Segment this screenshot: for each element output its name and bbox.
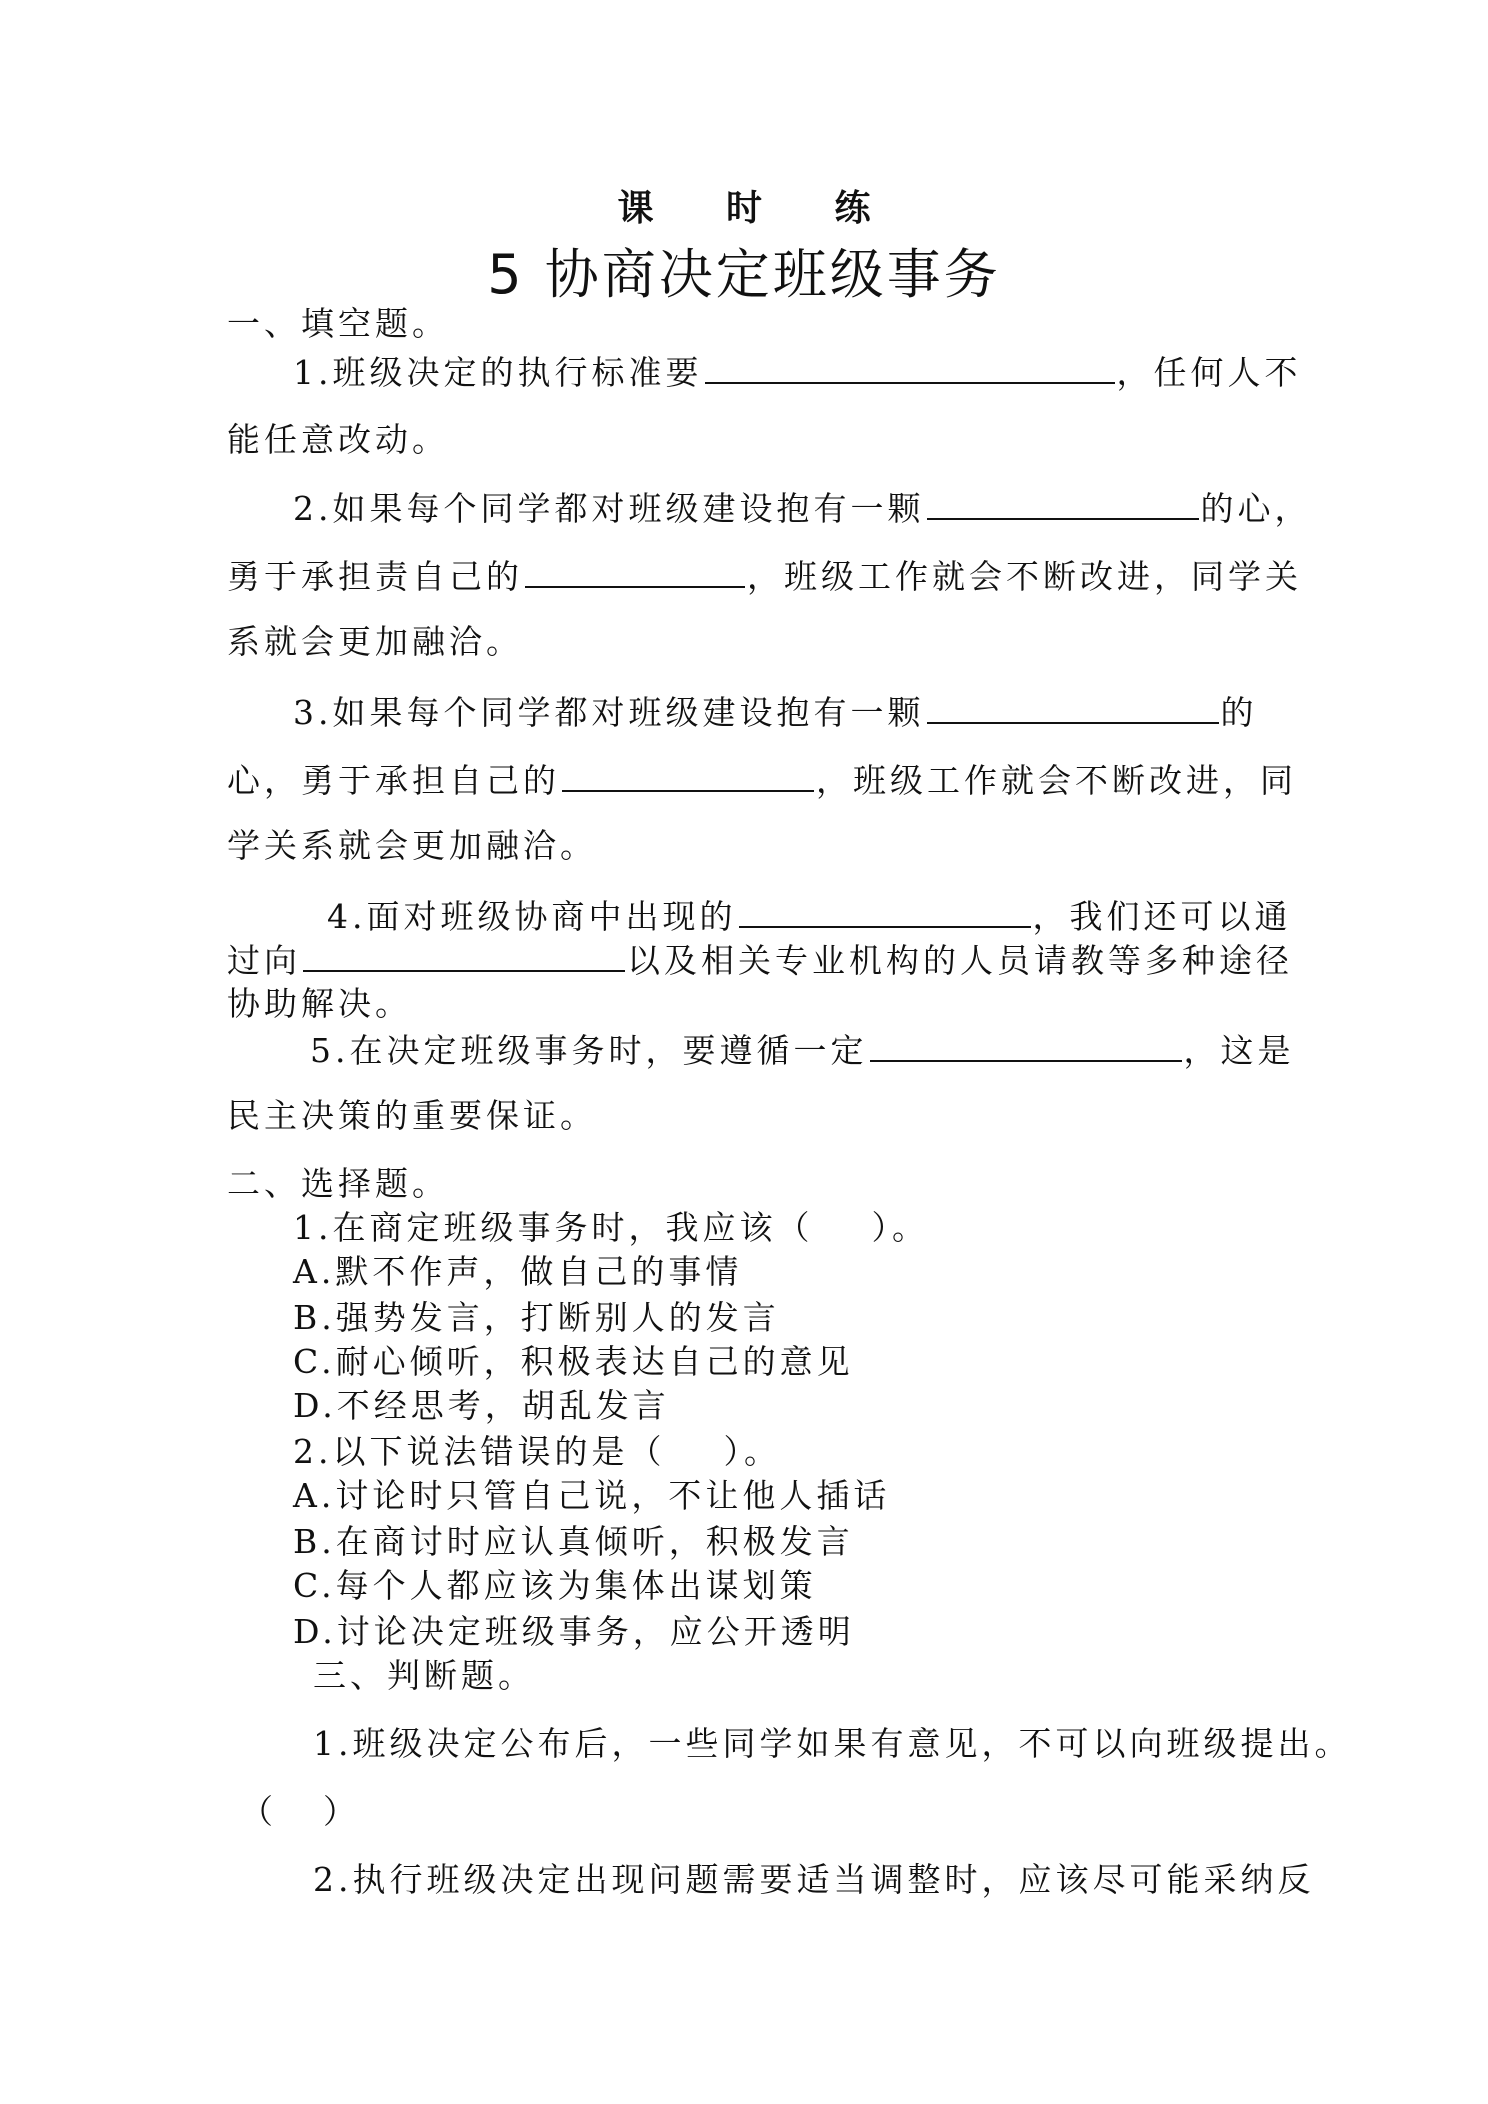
- judge-q1-paren-open: （: [240, 1792, 277, 1831]
- page-title: 5 协商决定班级事务: [487, 243, 1001, 306]
- fill-q4-text-d: 以及相关专业机构的人员请教等多种途径: [627, 941, 1293, 980]
- choice-q2-stem-close: ）。: [723, 1432, 781, 1471]
- fill-q3-line2: [227, 760, 1297, 801]
- choice-q1-stem-text: 1.在商定班级事务时，我应该（: [293, 1208, 814, 1247]
- fill-q4-text-a: 4.面对班级协商中出现的: [327, 897, 737, 936]
- fill-q3-blank-1[interactable]: [927, 692, 1219, 724]
- page-subtitle: 课 时 练: [617, 188, 901, 229]
- fill-q5-line2: 民主决策的重要保证。: [227, 1096, 597, 1135]
- fill-q2-text-c: 勇于承担责自己的: [227, 557, 523, 596]
- fill-q3-line3: 学关系就会更加融洽。: [227, 826, 597, 865]
- choice-q1-stem: [293, 1208, 929, 1248]
- choice-q2-stem: [293, 1432, 781, 1472]
- fill-q2-line1: [293, 488, 1312, 529]
- section-fill-blank-heading: 一、填空题。: [227, 304, 449, 343]
- fill-q1-blank[interactable]: [705, 352, 1115, 384]
- fill-q1-text-b: ，任何人不: [1116, 353, 1302, 392]
- fill-q2-text-a: 2.如果每个同学都对班级建设抱有一颗: [293, 489, 925, 528]
- fill-q2-line3: 系就会更加融洽。: [227, 622, 523, 661]
- fill-q2-blank-2[interactable]: [525, 556, 745, 588]
- choice-q2-option-a[interactable]: A.讨论时只管自己说，不让他人插话: [293, 1476, 891, 1515]
- fill-q1-line2: 能任意改动。: [227, 420, 449, 459]
- fill-q2-text-d: ，班级工作就会不断改进，同学关: [747, 557, 1302, 596]
- judge-q1-paren-close: ）: [323, 1792, 360, 1831]
- choice-q1-stem-close: ）。: [871, 1208, 929, 1247]
- section-judgement-heading: 三、判断题。: [313, 1656, 535, 1695]
- section-choice-heading: 二、选择题。: [227, 1164, 449, 1203]
- fill-q5-line1: [310, 1030, 1295, 1071]
- fill-q4-line1: [327, 896, 1292, 937]
- fill-q3-text-c: 心，勇于承担自己的: [227, 761, 560, 800]
- fill-q4-blank-1[interactable]: [739, 896, 1031, 928]
- choice-q1-option-d[interactable]: D.不经思考，胡乱发言: [293, 1386, 670, 1425]
- fill-q2-line2: [227, 556, 1302, 597]
- choice-q1-option-c[interactable]: C.耐心倾听，积极表达自己的意见: [293, 1342, 854, 1381]
- fill-q3-text-d: ，班级工作就会不断改进，同: [816, 761, 1297, 800]
- choice-q2-stem-text: 2.以下说法错误的是（: [293, 1432, 666, 1471]
- fill-q2-blank-1[interactable]: [927, 488, 1199, 520]
- fill-q4-text-b: ，我们还可以通: [1032, 897, 1292, 936]
- fill-q5-blank[interactable]: [870, 1030, 1182, 1062]
- fill-q1-text-a: 1.班级决定的执行标准要: [293, 353, 703, 392]
- fill-q3-text-a: 3.如果每个同学都对班级建设抱有一颗: [293, 693, 925, 732]
- choice-q2-option-d[interactable]: D.讨论决定班级事务，应公开透明: [293, 1612, 855, 1651]
- fill-q3-text-b: 的: [1220, 693, 1258, 732]
- fill-q3-line1: [293, 692, 1258, 733]
- fill-q4-line2: [227, 940, 1293, 981]
- choice-q1-option-a[interactable]: A.默不作声，做自己的事情: [293, 1252, 743, 1291]
- choice-q1-option-b[interactable]: B.强势发言，打断别人的发言: [293, 1298, 780, 1337]
- fill-q2-text-b: 的心，: [1200, 489, 1312, 528]
- fill-q1-line1: [293, 352, 1302, 393]
- fill-q4-blank-2[interactable]: [303, 940, 625, 972]
- fill-q5-text-a: 5.在决定班级事务时，要遵循一定: [310, 1031, 868, 1070]
- fill-q5-text-b: ，这是: [1183, 1031, 1295, 1070]
- choice-q2-option-b[interactable]: B.在商讨时应认真倾听，积极发言: [293, 1522, 854, 1561]
- judge-q2-text: 2.执行班级决定出现问题需要适当调整时，应该尽可能采纳反: [313, 1860, 1315, 1899]
- choice-q2-option-c[interactable]: C.每个人都应该为集体出谋划策: [293, 1566, 817, 1605]
- judge-q1-text: 1.班级决定公布后，一些同学如果有意见，不可以向班级提出。: [313, 1724, 1352, 1763]
- fill-q4-text-c: 过向: [227, 941, 301, 980]
- judge-q1-answer-paren[interactable]: [240, 1792, 360, 1832]
- fill-q4-line3: 协助解决。: [227, 984, 412, 1023]
- fill-q3-blank-2[interactable]: [562, 760, 814, 792]
